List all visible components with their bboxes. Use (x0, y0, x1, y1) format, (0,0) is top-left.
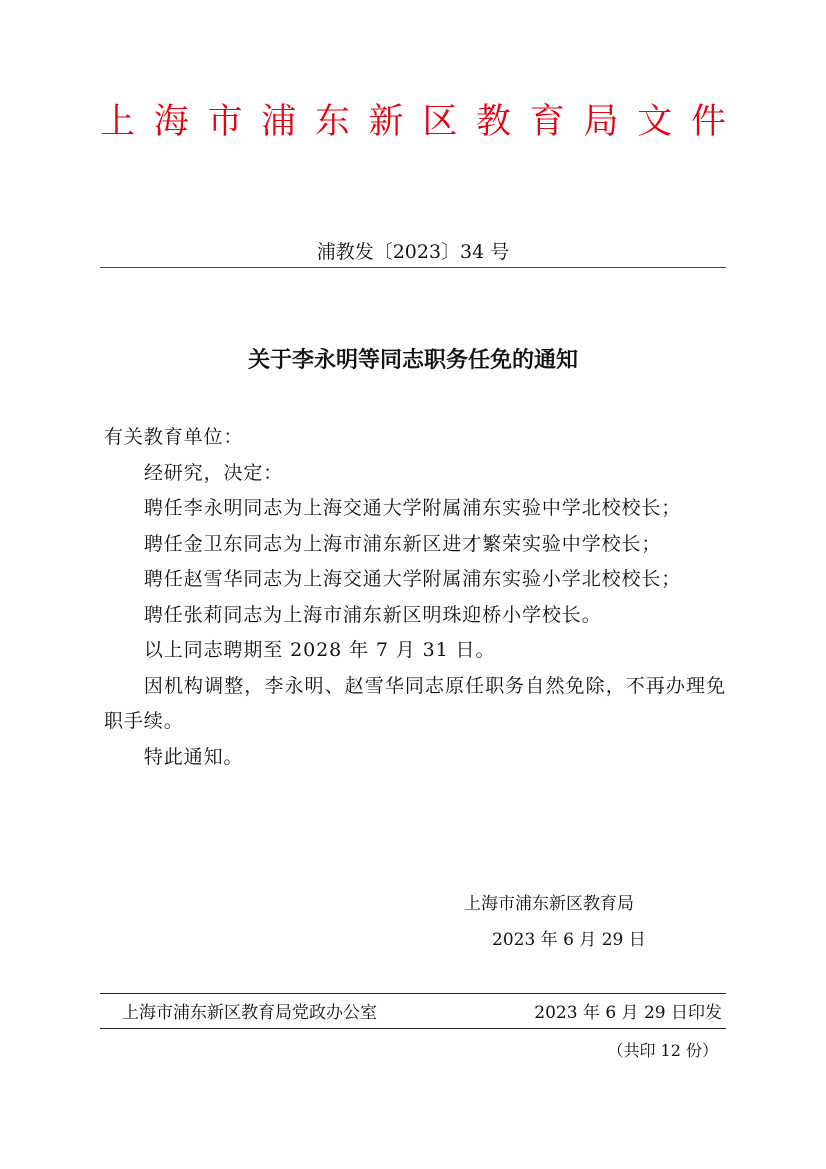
body-paragraph: 经研究，决定： (143, 461, 284, 484)
header-char: 区 (422, 102, 458, 142)
body-paragraph: 聘任李永明同志为上海交通大学附属浦东实验中学北校校长； (143, 497, 682, 519)
document-header-title (100, 92, 726, 152)
header-char: 件 (690, 102, 726, 142)
header-char: 浦 (261, 102, 297, 142)
header-char: 市 (207, 102, 243, 142)
header-char: 教 (476, 102, 512, 142)
footer-office: 上海市浦东新区教育局党政办公室 (122, 1003, 377, 1023)
body-paragraph: 聘任赵雪华同志为上海交通大学附属浦东实验小学北校校长； (143, 568, 682, 590)
body-paragraph: 聘任张莉同志为上海市浦东新区明珠迎桥小学校长。 (143, 603, 602, 626)
header-char: 东 (314, 102, 350, 142)
body-paragraph: 以上同志聘期至 2028 年 7 月 31 日。 (143, 639, 496, 661)
document-number: 浦教发〔2023〕34 号 (316, 241, 510, 263)
header-char: 海 (153, 102, 189, 142)
header-char: 新 (368, 102, 404, 142)
header-char: 上 (100, 102, 136, 142)
signature-block (460, 888, 680, 956)
header-char: 育 (529, 102, 565, 142)
issuing-organization: 上海市浦东新区教育局 (464, 894, 634, 914)
footer-bottom-line (100, 1028, 726, 1029)
notice-body (104, 420, 726, 775)
notice-title: 关于李永明等同志职务任免的通知 (247, 348, 578, 373)
body-paragraph: 特此通知。 (143, 745, 244, 768)
header-char: 局 (583, 102, 619, 142)
body-paragraph: 因机构调整，李永明、赵雪华同志原任职务自然免除，不再办理免职手续。 (104, 674, 726, 732)
red-separator-line (100, 267, 726, 268)
salutation: 有关教育单位： (104, 426, 244, 448)
header-char: 文 (637, 102, 673, 142)
issue-date: 2023 年 6 月 29 日 (492, 930, 646, 950)
footer-copies: （共印 12 份） (607, 1041, 718, 1060)
body-paragraph: 聘任金卫东同志为上海市浦东新区进才繁荣实验中学校长； (143, 532, 662, 555)
footer-print-date: 2023 年 6 月 29 日印发 (534, 1003, 722, 1023)
footer-top-line (100, 993, 726, 994)
